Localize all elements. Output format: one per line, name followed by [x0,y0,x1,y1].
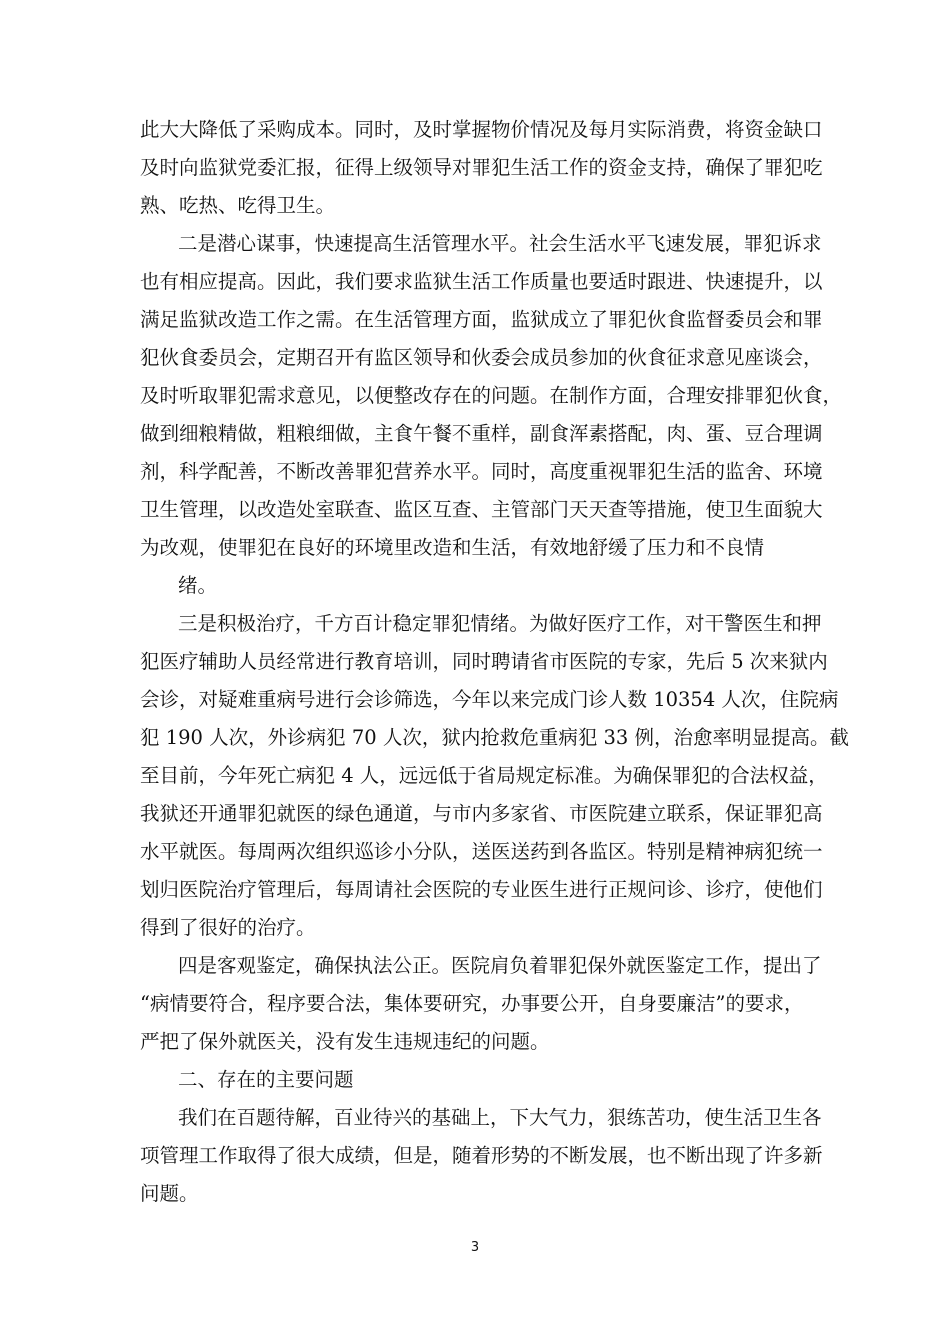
text-line: 犯医疗辅助人员经常进行教育培训，同时聘请省市医院的专家，先后 5 次来狱内 [140,650,828,673]
text-line: 犯 190 人次，外诊病犯 70 人次，狱内抢救危重病犯 33 例，治愈率明显提高。截 [140,726,850,749]
section-heading: 二、存在的主要问题 [178,1068,354,1091]
paragraph-first-line: 我们在百题待解，百业待兴的基础上，下大气力，狠练苦功，使生活卫生各 [178,1106,822,1129]
text-line: 划归医院治疗管理后，每周请社会医院的专业医生进行正规问诊、诊疗，使他们 [140,878,823,901]
text-line: 满足监狱改造工作之需。在生活管理方面，监狱成立了罪犯伙食监督委员会和罪 [140,308,823,331]
text-line: 做到细粮精做，粗粮细做，主食午餐不重样，副食浑素搭配，肉、蛋、豆合理调 [140,422,823,445]
paragraph-first-line: 四是客观鉴定，确保执法公正。医院肩负着罪犯保外就医鉴定工作，提出了 [178,954,822,977]
text-line: 水平就医。每周两次组织巡诊小分队，送医送药到各监区。特别是精神病犯统一 [140,840,823,863]
text-line: 至目前，今年死亡病犯 4 人，远远低于省局规定标准。为确保罪犯的合法权益， [140,764,828,787]
text-line: 熟、吃热、吃得卫生。 [140,194,336,217]
text-line: 得到了很好的治疗。 [140,916,316,939]
text-line: “病情要符合，程序要合法，集体要研究，办事要公开，自身要廉洁”的要求， [140,992,804,1015]
text-line: 此大大降低了采购成本。同时，及时掌握物价情况及每月实际消费，将资金缺口 [140,118,823,141]
paragraph-first-line: 二是潜心谋事，快速提高生活管理水平。社会生活水平飞速发展，罪犯诉求 [178,232,822,255]
text-line: 及时向监狱党委汇报，征得上级领导对罪犯生活工作的资金支持，确保了罪犯吃 [140,156,823,179]
text-line: 会诊，对疑难重病号进行会诊筛选，今年以来完成门诊人数 10354 人次，住院病 [140,688,839,711]
text-line: 我狱还开通罪犯就医的绿色通道，与市内多家省、市医院建立联系，保证罪犯高 [140,802,823,825]
text-line: 及时听取罪犯需求意见，以便整改存在的问题。在制作方面，合理安排罪犯伙食， [140,384,843,407]
text-line: 绪。 [178,574,218,597]
text-line: 卫生管理，以改造处室联查、监区互查、主管部门天天查等措施，使卫生面貌大 [140,498,823,521]
text-line: 项管理工作取得了很大成绩，但是，随着形势的不断发展，也不断出现了许多新 [140,1144,823,1167]
text-line: 剂，科学配善，不断改善罪犯营养水平。同时，高度重视罪犯生活的监舍、环境 [140,460,823,483]
text-line: 犯伙食委员会，定期召开有监区领导和伙委会成员参加的伙食征求意见座谈会， [140,346,823,369]
text-line: 问题。 [140,1182,199,1205]
page-number: 3 [470,1240,480,1255]
text-line: 为改观，使罪犯在良好的环境里改造和生活，有效地舒缓了压力和不良情 [140,536,765,559]
paragraph-first-line: 三是积极治疗，千方百计稳定罪犯情绪。为做好医疗工作，对干警医生和押 [178,612,822,635]
text-line: 严把了保外就医关，没有发生违规违纪的问题。 [140,1030,550,1053]
text-line: 也有相应提高。因此，我们要求监狱生活工作质量也要适时跟进、快速提升，以 [140,270,823,293]
